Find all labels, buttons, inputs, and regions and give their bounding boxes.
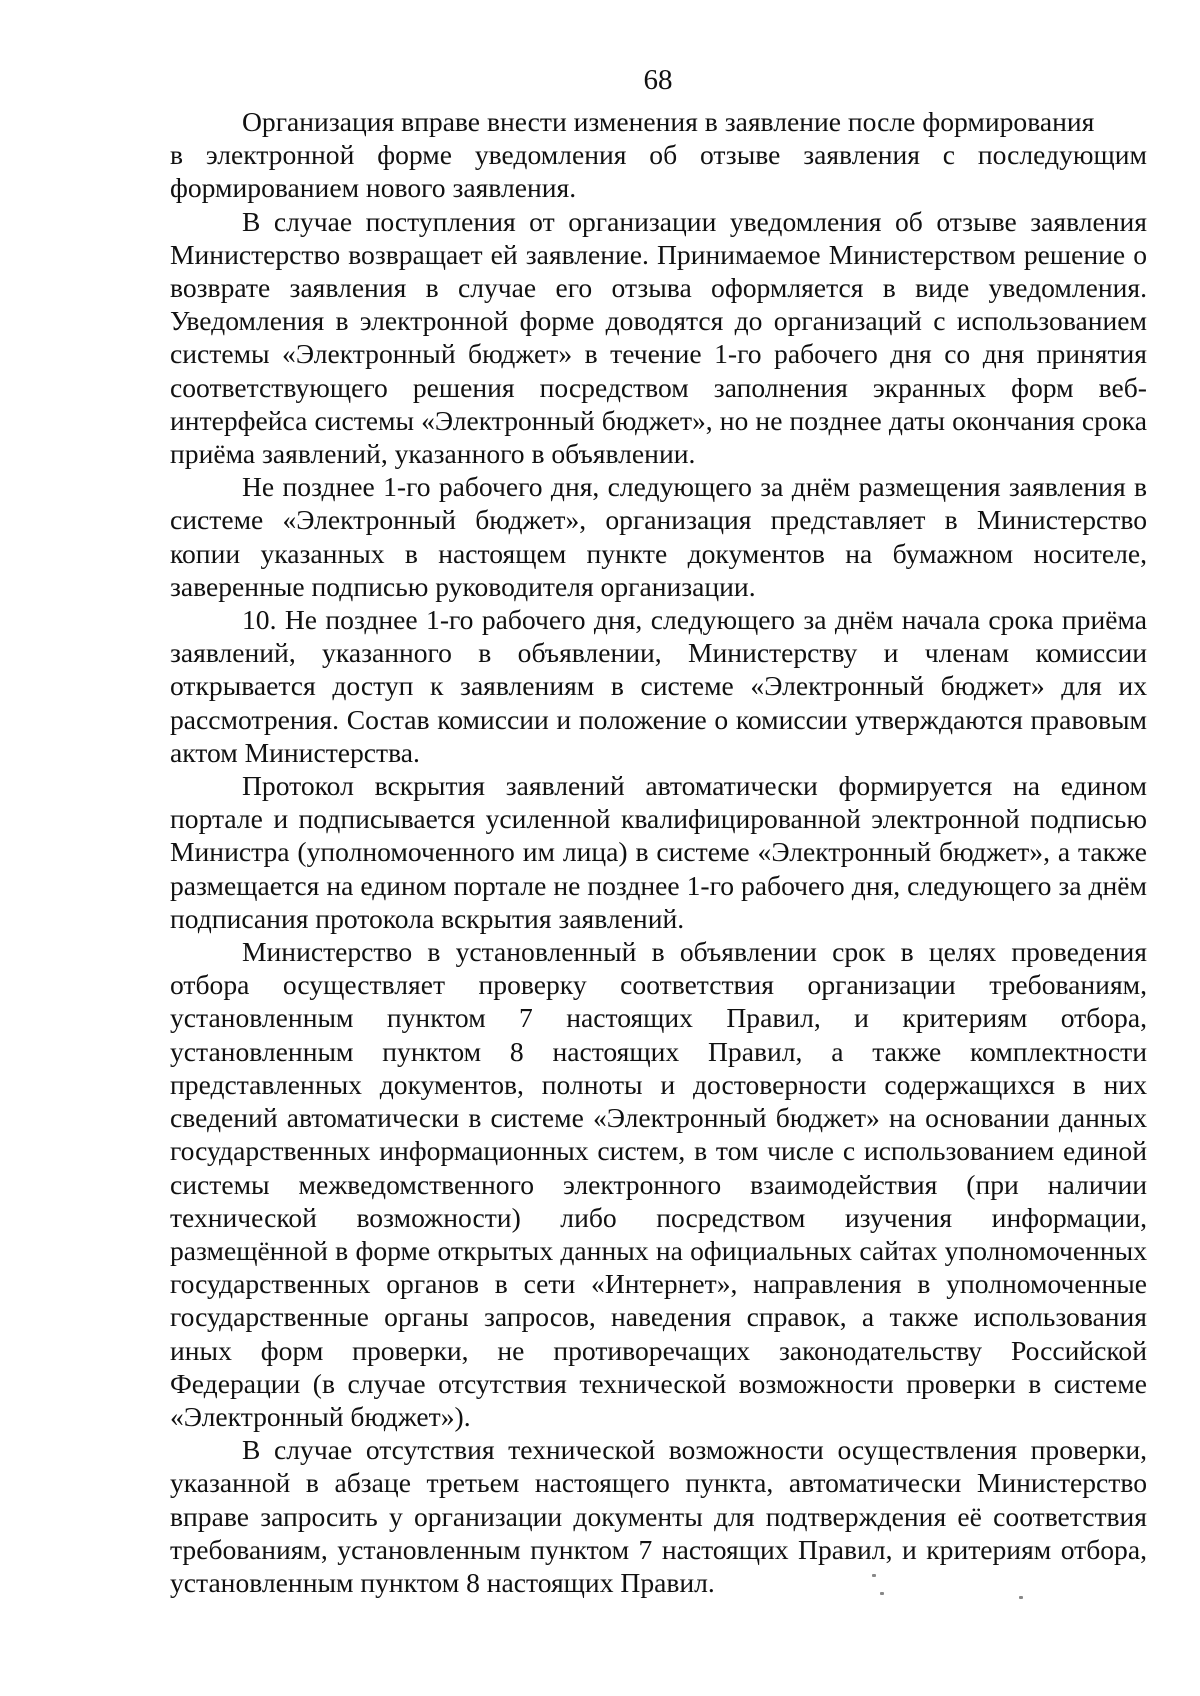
scan-speck: [1019, 1596, 1023, 1599]
scan-speck: [872, 1574, 876, 1577]
paragraph-paper-copies: Не позднее 1-го рабочего дня, следующего за днём размещения заявления в системе «Электронный бюджет», организация представляет в Министерство копии указанных в настоящем пункте документов на бумажном носителе, заверенные подписью руководителя организации.: [170, 471, 1147, 602]
paragraph-return-of-application: В случае поступления от организации уведомления об отзыве заявления Министерство возвращает ей заявление. Принимаемое Министерством решение о возврате заявления в случае его отзыва оформляется в виде уведомления. Уведомления в электронной форме доводятся до организаций с использованием системы «Электронный бюджет» в течение 1-го рабочего дня со дня принятия соответствующего решения посредством заполнения экранных форм веб-интерфейса системы «Электронный бюджет», но не позднее даты окончания срока приёма заявлений, указанного в объявлении.: [170, 205, 1147, 470]
paragraph-withdrawal-continuation: в электронной форме уведомления об отзыве заявления с последующим формированием нового заявления.: [170, 139, 1147, 204]
paragraph-opening-protocol: Протокол вскрытия заявлений автоматически формируется на едином портале и подписывается усиленной квалифицированной электронной подписью Министра (уполномоченного им лица) в системе «Электронный бюджет», а также размещается на едином портале не позднее 1-го рабочего дня, следующего за днём подписания протокола вскрытия заявлений.: [170, 770, 1147, 934]
page-number: 68: [643, 64, 673, 96]
paragraph-verification: Министерство в установленный в объявлении срок в целях проведения отбора осуществляет проверку соответствия организации требованиям, установленным пунктом 7 настоящих Правил, и критериям отбора, установленным пунктом 8 настоящих Правил, а также комплектности представленных документов, полноты и достоверности содержащихся в них сведений автоматически в системе «Электронный бюджет» на основании данных государственных информационных систем, в том числе с использованием единой системы межведомственного электронного взаимодействия (при наличии технической возможности) либо посредством изучения информации, размещённой в форме открытых данных на официальных сайтах уполномоченных государственных органов в сети «Интернет», направления в уполномоченные государственные органы запросов, наведения справок, а также использования иных форм проверки, не противоречащих законодательству Российской Федерации (в случае отсутствия технической возможности проверки в системе «Электронный бюджет»).: [170, 936, 1147, 1432]
paragraph-request-documents: В случае отсутствия технической возможности осуществления проверки, указанной в абзаце третьем настоящего пункта, автоматически Министерство вправе запросить у организации документы для подтверждения её соответствия требованиям, установленным пунктом 7 настоящих Правил, и критериям отбора, установленным пунктом 8 настоящих Правил.: [170, 1434, 1147, 1598]
paragraph-item-10-access: 10. Не позднее 1-го рабочего дня, следующего за днём начала срока приёма заявлений, указанного в объявлении, Министерству и членам комиссии открывается доступ к заявлениям в системе «Электронный бюджет» для их рассмотрения. Состав комиссии и положение о комиссии утверждаются правовым актом Министерства.: [170, 604, 1147, 768]
scan-speck: [880, 1592, 884, 1595]
paragraph-opening-line: Организация вправе внести изменения в заявление после формирования: [242, 106, 1095, 137]
document-body: [170, 105, 1147, 1599]
